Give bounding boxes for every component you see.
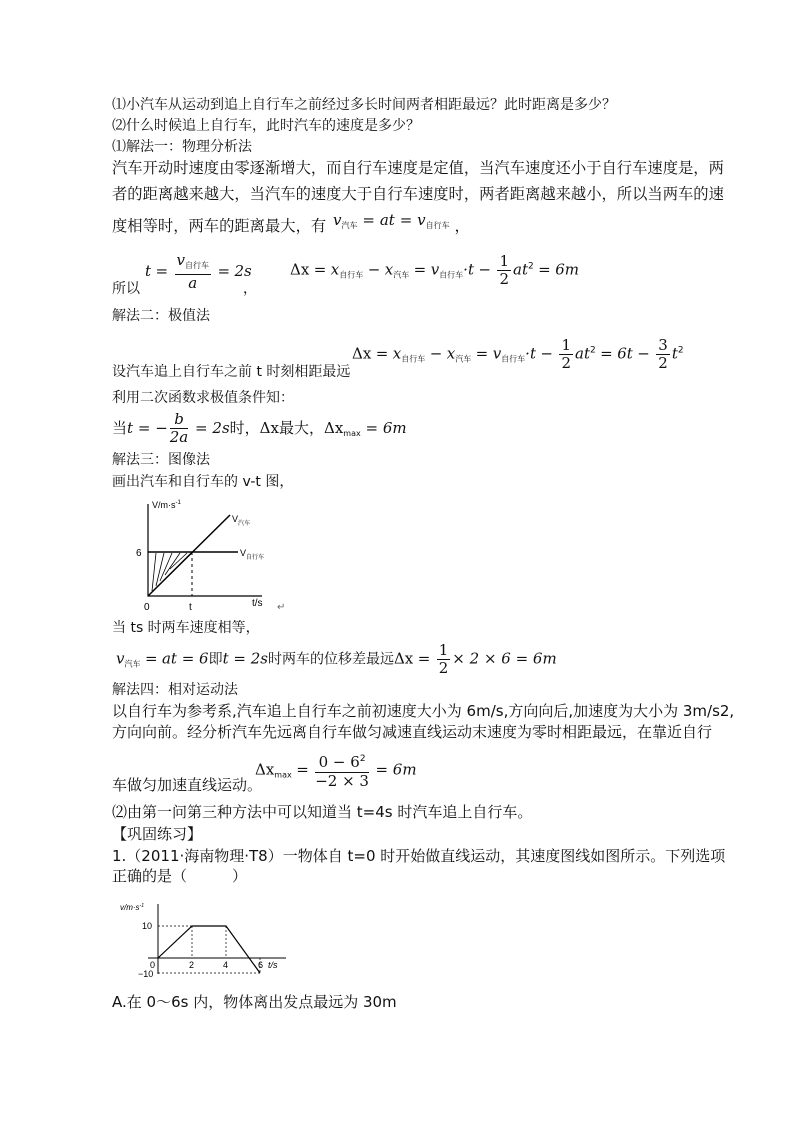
- solution-3-title: 解法三：图像法: [112, 452, 210, 468]
- comma: ，: [243, 281, 257, 297]
- exercise-1-line-1: 1.（2011·海南物理·T8）一物体自 t=0 时开始做直线运动，其速度图线如图所示。下列选项: [112, 847, 726, 865]
- x-tick-4: 4: [223, 960, 229, 970]
- exercise-1-line-2: 正确的是（ ）: [112, 867, 248, 885]
- paragraph-text: 度相等时，两车的距离最大，有: [112, 217, 327, 235]
- t-tick: t: [189, 602, 192, 613]
- suoyi-label: 所以: [112, 281, 140, 297]
- solution-2-text: 设汽车追上自行车之前 t 时刻相距最远: [112, 364, 351, 380]
- exercise-velocity-graph: [118, 898, 298, 980]
- solution-2-result: 当t = − $\frac{b}{2a}$ = 2s时，Δx最大，$\Delta x_{max} = 6m$: [112, 410, 407, 446]
- formula-delta-x: $\Delta x = x_{自行车} - x_{汽车} = v_{自行车}\cdot t$ − $\frac{1}{2}$ $at^2 = 6m$: [290, 252, 579, 288]
- x-axis-label: t/s: [252, 598, 263, 609]
- y-tick-10: 10: [142, 921, 153, 931]
- question-2-answer: ⑵由第一问第三种方法中可以知道当 t=4s 时汽车追上自行车。: [112, 803, 533, 821]
- solution-1-paragraph-line-3: 度相等时，两车的距离最大，有 $v_{汽车}$ = at = $v_{自行车}$ ，: [112, 211, 470, 235]
- solution-3-when: 当 ts 时两车速度相等，: [112, 620, 260, 636]
- solution-4-title: 解法四：相对运动法: [112, 682, 238, 698]
- question-2: ⑵什么时候追上自行车，此时汽车的速度是多少？: [112, 118, 420, 134]
- x-tick-2: 2: [189, 960, 195, 970]
- formula-delta-x-quadratic: $\Delta x = x_{自行车} - x_{汽车} = v_{自行车}\cdot t$ − $\frac{1}{2}$ $at^2 = 6t$ − $\frac{3}{2}$ $t^2$: [352, 336, 684, 372]
- y-axis-label: $v/m\cdot s^{-1}$: [120, 903, 145, 912]
- solution-4-line-3: 车做匀加速直线运动。: [112, 776, 263, 794]
- solution-4-formula: $\Delta x_{max}$ = $\frac{0 - 6^2}{-2 \times 3}$ = 6m: [255, 753, 417, 790]
- solution-4-line-1: 以自行车为参考系,汽车追上自行车之前初速度大小为 6m/s,方向向后,加速度为大小为 3m/s2,: [112, 702, 735, 720]
- origin-label: 0: [150, 960, 156, 970]
- return-mark: ↵: [277, 602, 286, 613]
- x-tick-6: 6: [258, 960, 264, 970]
- solution-1-paragraph-line-1: 汽车开动时速度由零逐渐增大，而自行车速度是定值，当汽车速度还小于自行车速度是，两: [112, 159, 724, 177]
- solution-4-line-2: 方向向前。经分析汽车先远离自行车做匀减速直线运动末速度为零时相距最远，在靠近自行: [112, 723, 713, 741]
- formula-t-equals: t = $\frac{v_{自行车}}{a}$ = 2s: [145, 251, 252, 292]
- solution-2-condition: 利用二次函数求极值条件知：: [112, 390, 294, 406]
- bike-line-label: $V_{自行车}$: [240, 548, 265, 561]
- x-axis-label: t/s: [268, 960, 278, 970]
- practice-title: 【巩固练习】: [112, 825, 203, 843]
- solution-1-title: ⑴解法一：物理分析法: [112, 139, 252, 155]
- question-1: ⑴小汽车从运动到追上自行车之前经过多长时间两者相距最远？此时距离是多少？: [112, 97, 616, 113]
- solution-1-paragraph-line-2: 者的距离越来越大，当汽车的速度大于自行车速度时，两者距离越来越小，所以当两车的速: [112, 185, 724, 203]
- car-line-label: $V_{汽车}$: [232, 514, 251, 527]
- solution-3-draw: 画出汽车和自行车的 v-t 图，: [112, 474, 294, 490]
- formula-equal-speed: $v_{汽车}$ = at = $v_{自行车}$: [333, 211, 450, 230]
- solution-2-title: 解法二：极值法: [112, 308, 210, 324]
- y-tick-6: 6: [136, 548, 142, 559]
- option-a: A.在 0～6s 内，物体离出发点最远为 30m: [112, 993, 397, 1011]
- vt-graph: [112, 496, 302, 618]
- y-axis-label: $V/m\cdot s^{-1}$: [152, 500, 181, 510]
- origin-label: 0: [144, 602, 150, 613]
- solution-3-formula: $v_{汽车}$ = at = 6即t = 2s时两车的位移差最远Δx = $\frac{1}{2}$ × 2 × 6 = 6m: [116, 641, 557, 677]
- y-tick-neg10: −10: [138, 969, 154, 979]
